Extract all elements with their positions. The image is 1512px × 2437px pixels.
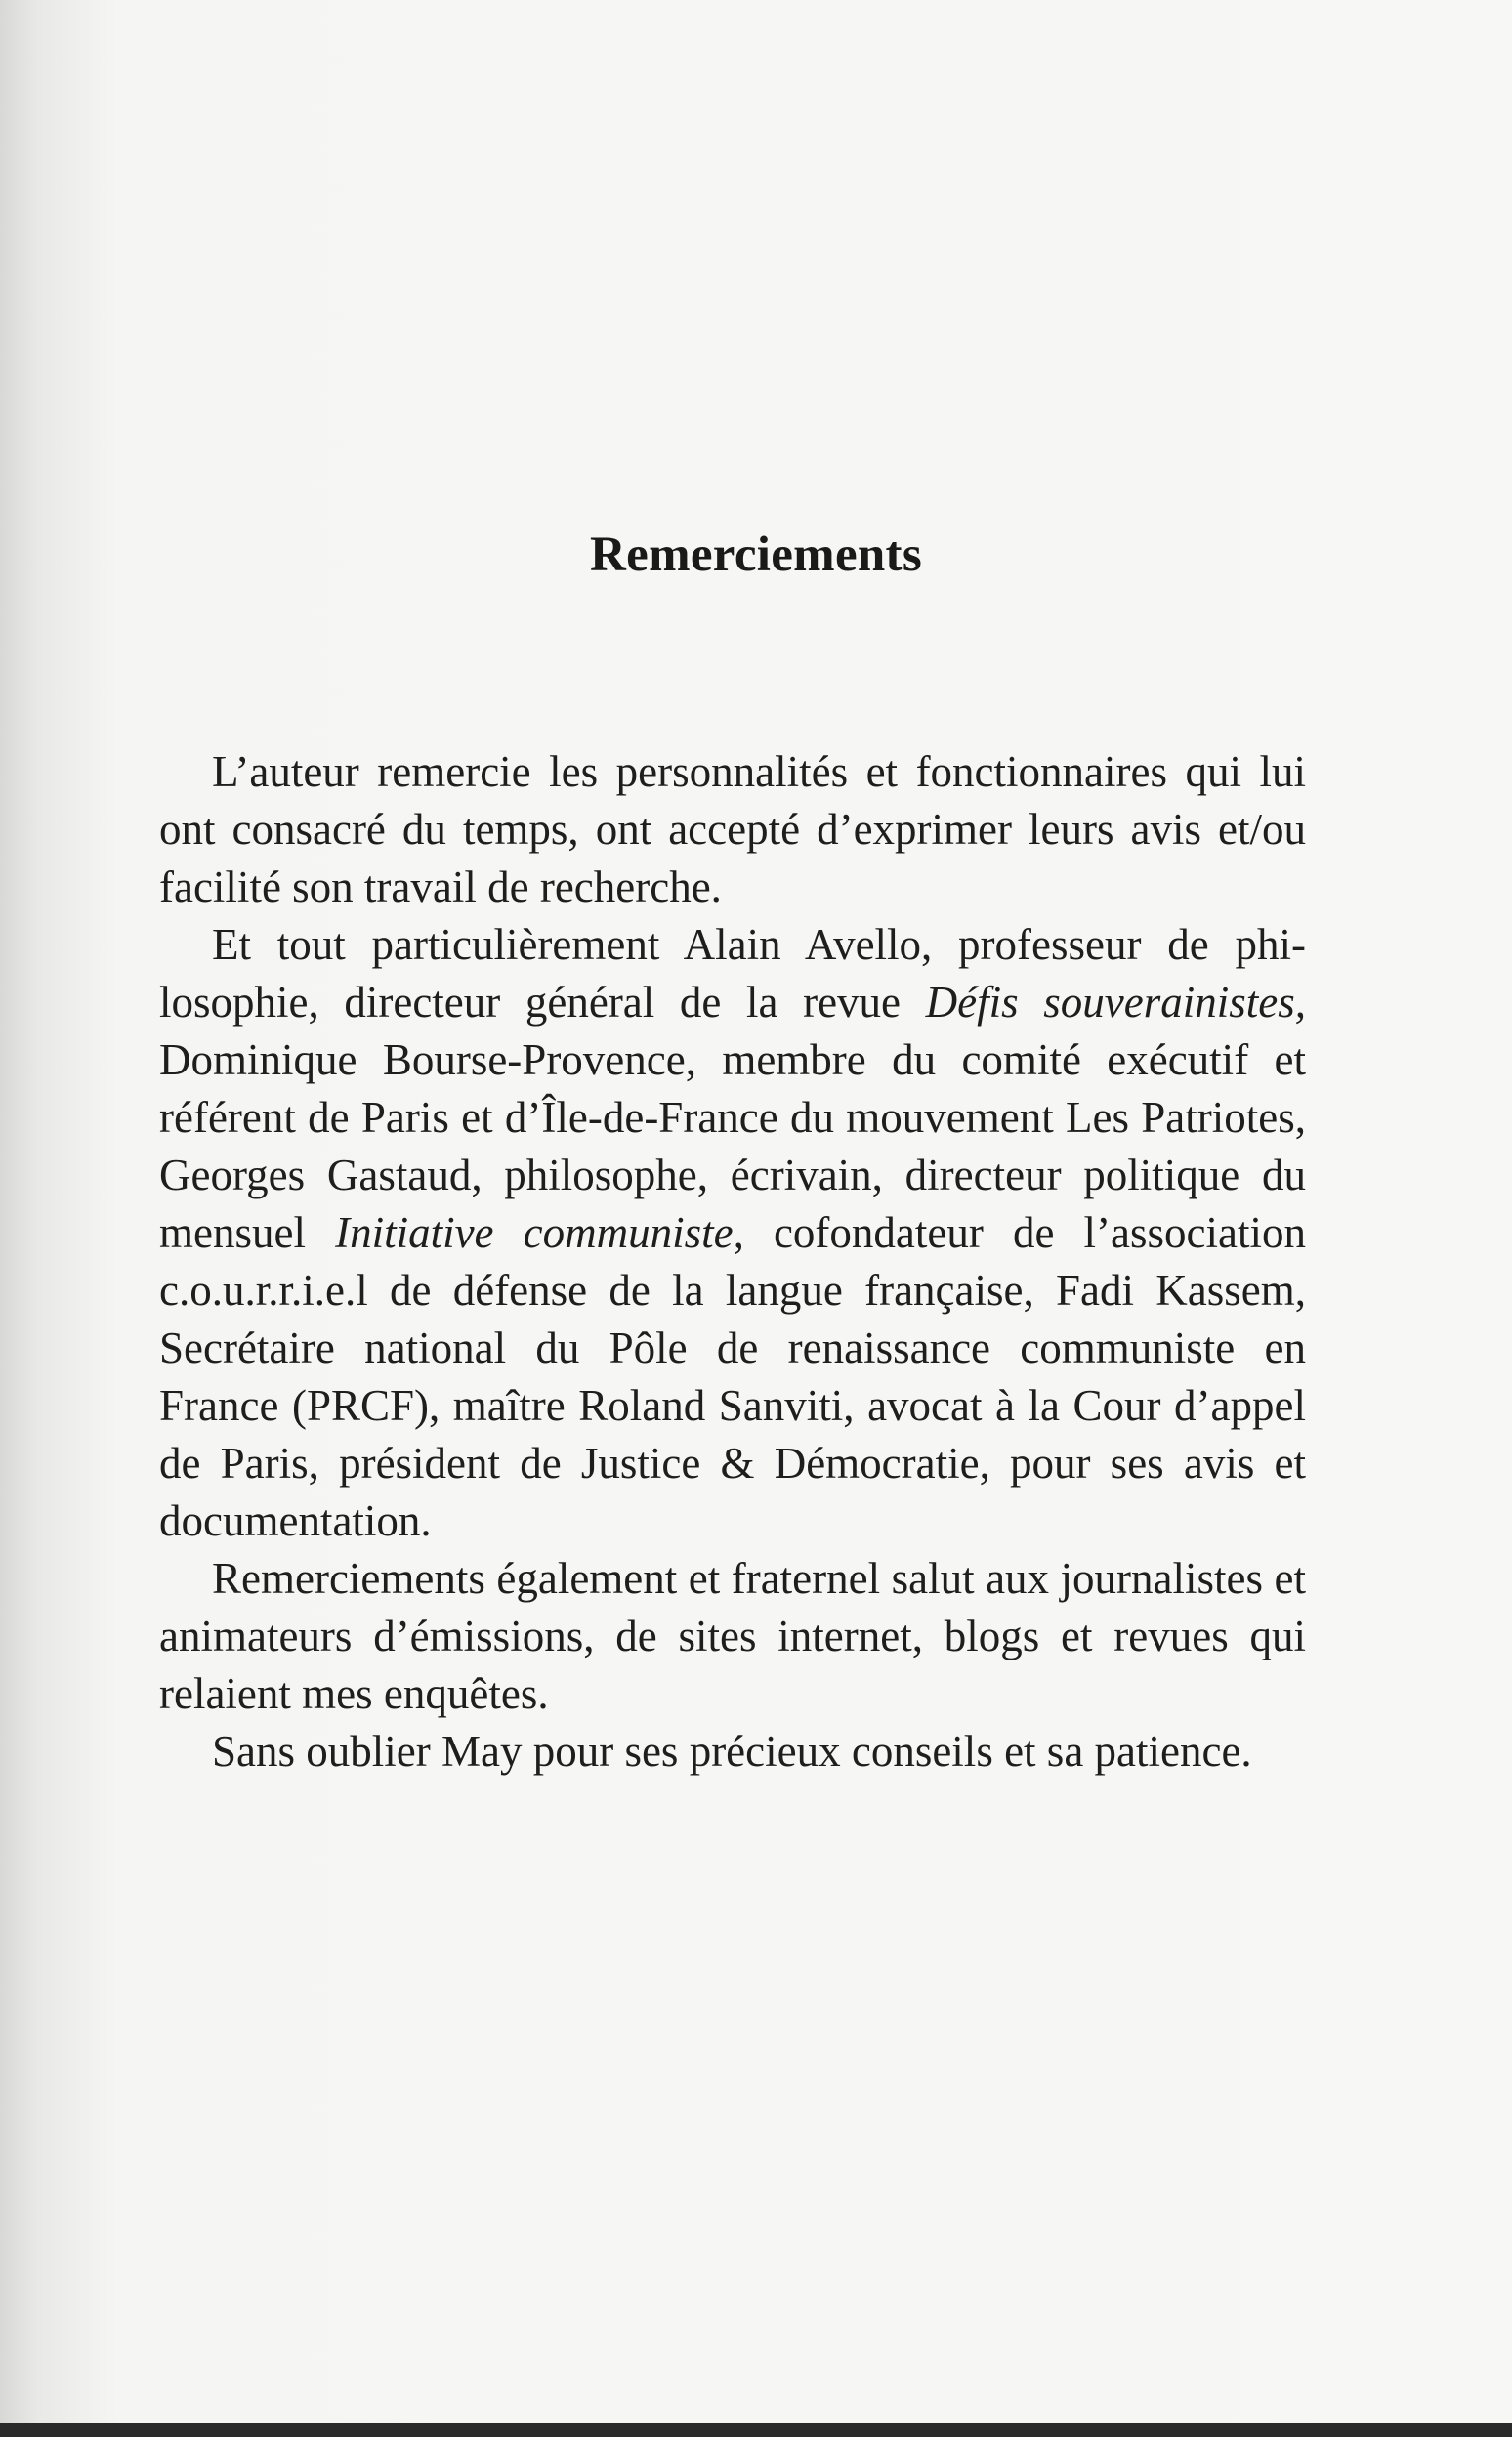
paragraph-2-text-a: Et tout particulièrement Alain Avello, professeur de philosophie, directeur général de la revue: [159, 920, 1306, 1027]
journal-title-initiative-communiste: Initiative communiste,: [335, 1208, 744, 1257]
journal-title-defis-souverainistes: Défis souverainistes,: [925, 978, 1306, 1027]
page-title: Remerciements: [590, 527, 922, 582]
paragraph-4: Sans oublier May pour ses précieux conseils et sa patience.: [212, 1727, 1252, 1776]
paragraph-2: [159, 916, 1306, 1550]
acknowledgements-text: [159, 743, 1306, 1781]
paragraph-3: Remerciements également et fraternel salut aux journalistes et animateurs d’émissions, de sites internet, blogs et revues qui relaient mes enquêtes.: [159, 1554, 1306, 1718]
scan-bottom-edge: [0, 2423, 1512, 2437]
paragraph-1: L’auteur remercie les personnalités et fonctionnaires qui lui ont consacré du temps, ont accepté d’exprimer leurs avis et/ou facilité son travail de recherche.: [159, 747, 1306, 911]
paragraph-2-text-c: Dominique Bourse-Provence, membre du comité exécutif et référent de Paris et d’Île-de-France du mouvement Les Patriotes, Georges Gastaud, philosophe, écrivain, directeur politique du mensuel: [159, 1035, 1306, 1257]
paragraph-2-text-e: cofondateur de l’association c.o.u.r.r.i.e.l de défense de la langue française, Fadi Kassem, Secrétaire national du Pôle de renaissance communiste en France (PRCF), maître Roland Sanviti, avocat à la Cour d’appel de Paris, président de Justice & Démocratie, pour ses avis et documentation.: [159, 1208, 1306, 1545]
